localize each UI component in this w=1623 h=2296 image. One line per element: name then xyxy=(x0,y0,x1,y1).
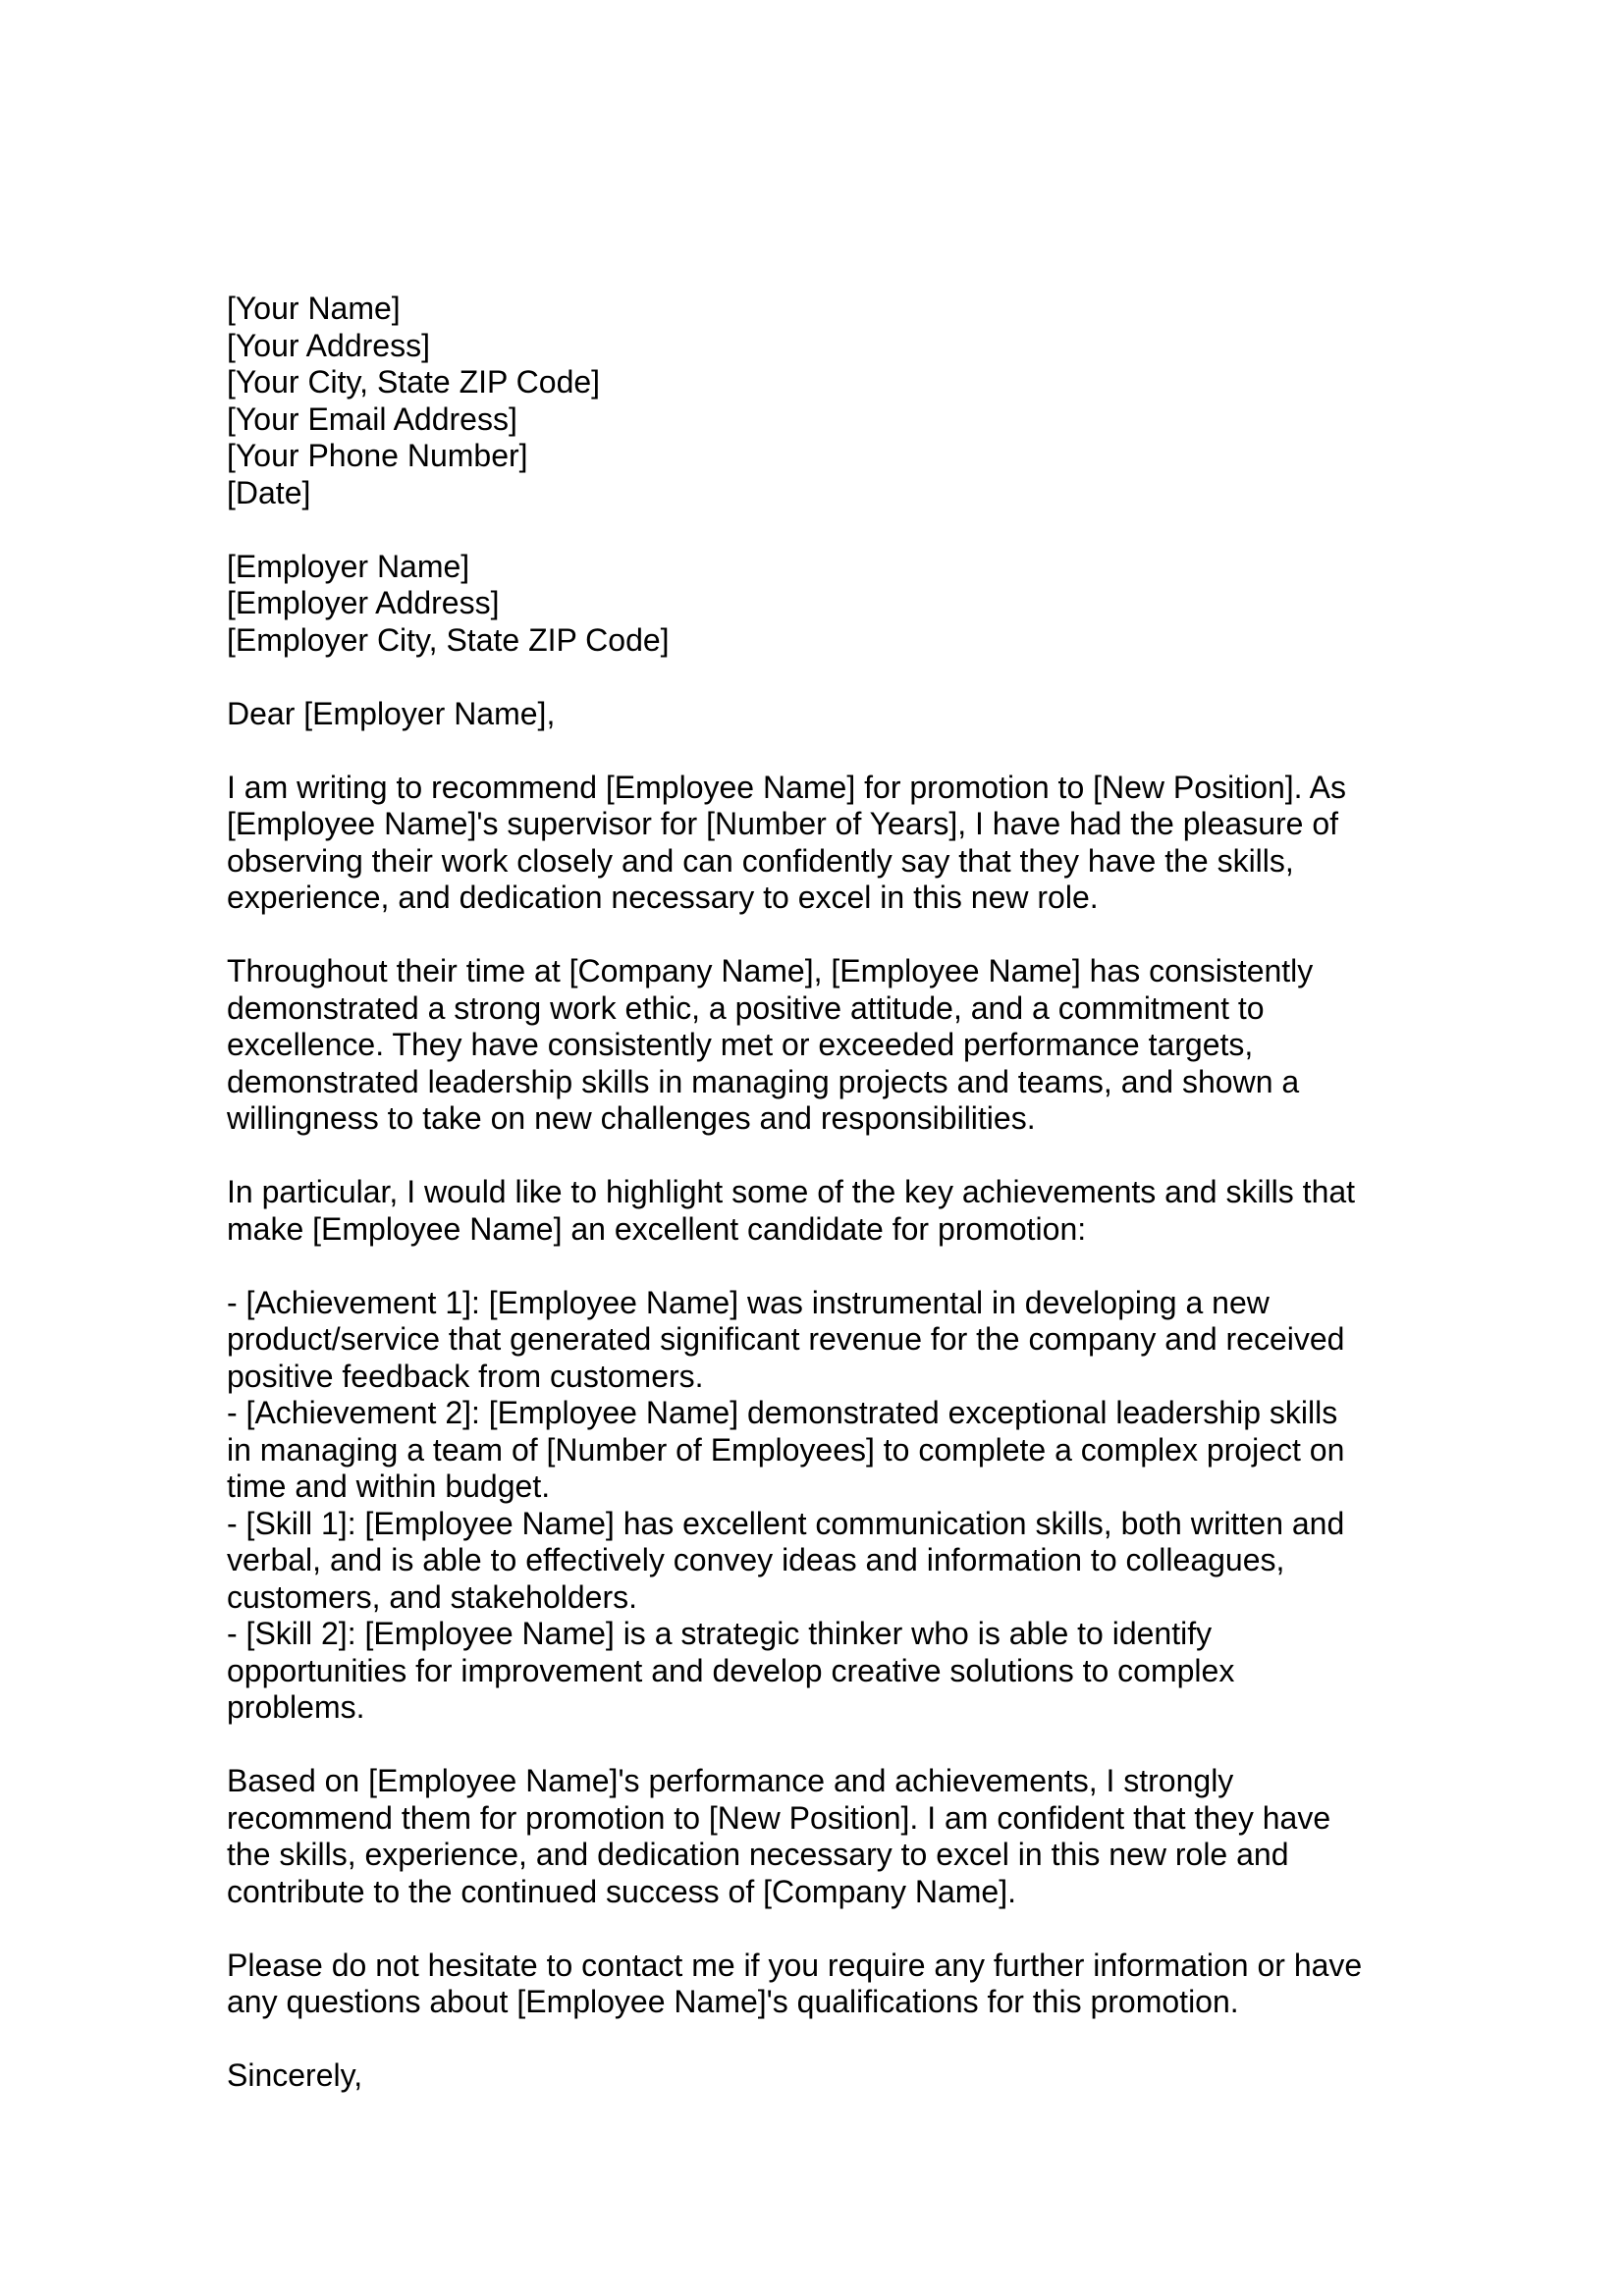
body-paragraph-highlights-intro xyxy=(227,1174,1425,1248)
letter-date: [Date] xyxy=(227,474,311,510)
salutation-line: Dear [Employer Name], xyxy=(227,695,556,731)
body-paragraph-intro xyxy=(227,770,1425,917)
paragraph-line: Throughout their time at [Company Name], [Employee Name] has consistently xyxy=(227,953,1314,988)
list-item-skill-1 xyxy=(227,1506,1425,1617)
list-item-line: in managing a team of [Number of Employees] to complete a complex project on xyxy=(227,1431,1345,1468)
list-item-line: product/service that generated significant revenue for the company and received xyxy=(227,1321,1345,1357)
list-item-achievement-2 xyxy=(227,1395,1425,1506)
list-item-achievement-1 xyxy=(227,1285,1425,1396)
sender-address-block xyxy=(227,291,1425,511)
paragraph-line: I am writing to recommend [Employee Name] for promotion to [New Position]. As xyxy=(227,769,1347,805)
sender-name: [Your Name] xyxy=(227,291,401,326)
salutation xyxy=(227,696,1425,733)
paragraph-line: contribute to the continued success of [Company Name]. xyxy=(227,1873,1016,1909)
body-paragraph-recommendation xyxy=(227,1763,1425,1910)
sender-email: [Your Email Address] xyxy=(227,400,517,437)
list-item-line: customers, and stakeholders. xyxy=(227,1578,637,1615)
list-item-skill-2 xyxy=(227,1616,1425,1727)
paragraph-line: observing their work closely and can confidently say that they have the skills, xyxy=(227,842,1294,879)
list-item-line: opportunities for improvement and develop creative solutions to complex xyxy=(227,1652,1235,1688)
list-item-line: verbal, and is able to effectively convey ideas and information to colleagues, xyxy=(227,1542,1285,1577)
list-item-line: - [Achievement 1]: [Employee Name] was instrumental in developing a new xyxy=(227,1284,1270,1320)
sender-city-state-zip: [Your City, State ZIP Code] xyxy=(227,364,601,400)
highlights-list xyxy=(227,1285,1425,1727)
paragraph-line: recommend them for promotion to [New Position]. I am confident that they have xyxy=(227,1799,1331,1836)
paragraph-line: any questions about [Employee Name]'s qualifications for this promotion. xyxy=(227,1984,1239,2019)
paragraph-line: the skills, experience, and dedication necessary to excel in this new role and xyxy=(227,1837,1289,1872)
recipient-city-state-zip: [Employer City, State ZIP Code] xyxy=(227,621,670,658)
list-item-line: positive feedback from customers. xyxy=(227,1358,704,1394)
list-item-line: - [Achievement 2]: [Employee Name] demonstrated exceptional leadership skills xyxy=(227,1395,1338,1430)
list-item-line: time and within budget. xyxy=(227,1468,551,1504)
paragraph-line: [Employee Name]'s supervisor for [Number of Years], I have had the pleasure of xyxy=(227,806,1339,841)
paragraph-line: Based on [Employee Name]'s performance and achievements, I strongly xyxy=(227,1763,1234,1798)
paragraph-line: In particular, I would like to highlight some of the key achievements and skills that xyxy=(227,1174,1356,1209)
list-item-line: problems. xyxy=(227,1689,365,1725)
sender-phone: [Your Phone Number] xyxy=(227,438,528,473)
paragraph-line: Please do not hesitate to contact me if you require any further information or have xyxy=(227,1947,1363,1983)
body-paragraph-performance xyxy=(227,953,1425,1138)
signoff xyxy=(227,2057,1425,2095)
body-paragraph-contact xyxy=(227,1948,1425,2021)
recipient-address: [Employer Address] xyxy=(227,585,500,620)
paragraph-line: willingness to take on new challenges and responsibilities. xyxy=(227,1100,1036,1136)
sender-address: [Your Address] xyxy=(227,327,430,363)
paragraph-line: demonstrated leadership skills in managing projects and teams, and shown a xyxy=(227,1063,1300,1099)
paragraph-line: experience, and dedication necessary to excel in this new role. xyxy=(227,880,1099,915)
list-item-line: - [Skill 2]: [Employee Name] is a strategic thinker who is able to identify xyxy=(227,1616,1213,1651)
signoff-line: Sincerely, xyxy=(227,2057,363,2093)
recipient-address-block xyxy=(227,549,1425,660)
recipient-name: [Employer Name] xyxy=(227,548,470,584)
recommendation-letter xyxy=(227,291,1425,2095)
paragraph-line: demonstrated a strong work ethic, a positive attitude, and a commitment to xyxy=(227,989,1265,1026)
paragraph-line: excellence. They have consistently met or exceeded performance targets, xyxy=(227,1027,1254,1062)
list-item-line: - [Skill 1]: [Employee Name] has excellent communication skills, both written and xyxy=(227,1505,1345,1541)
paragraph-line: make [Employee Name] an excellent candidate for promotion: xyxy=(227,1210,1087,1247)
